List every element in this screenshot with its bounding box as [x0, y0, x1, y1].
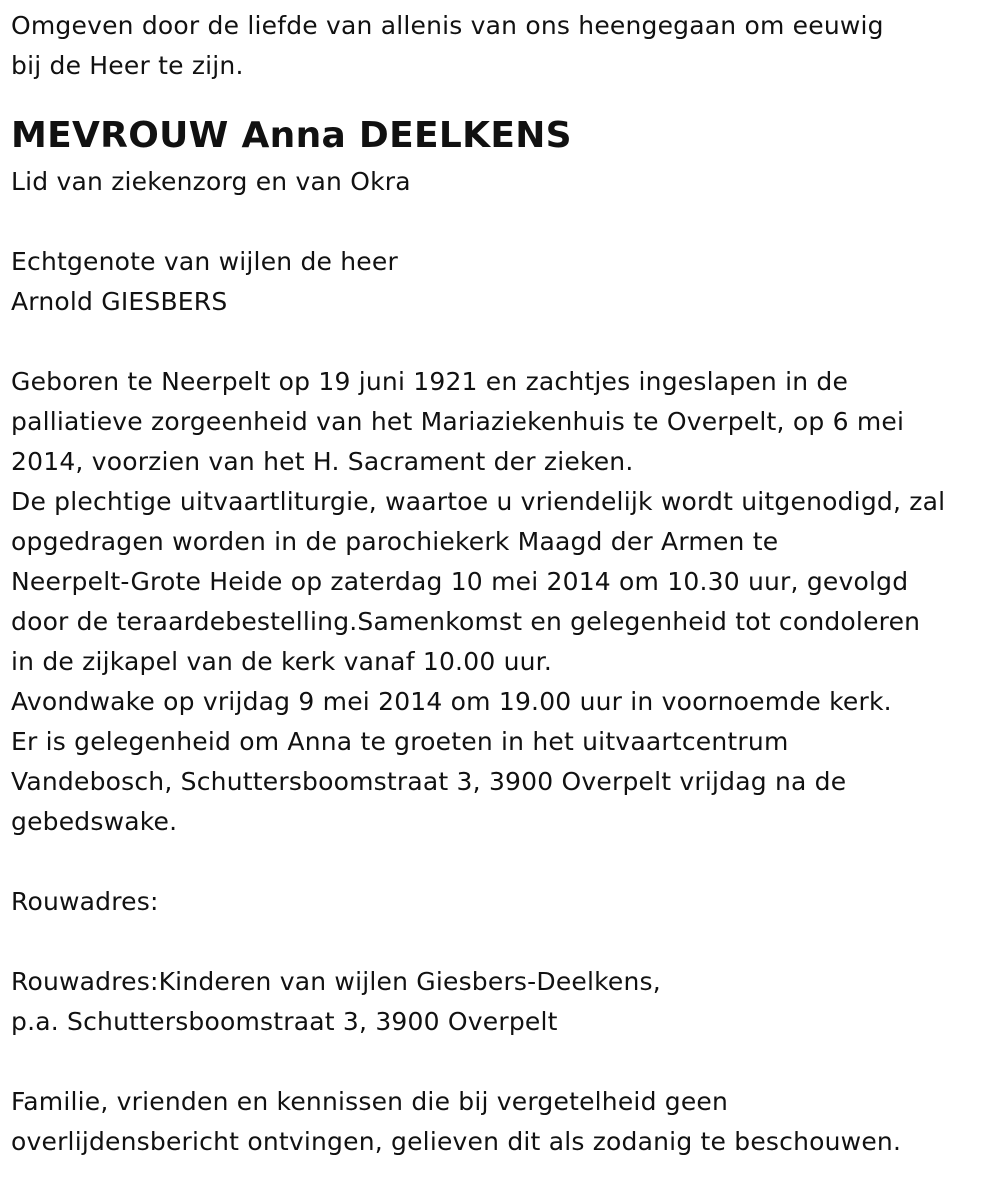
details-line: Neerpelt-Grote Heide op zaterdag 10 mei 2014 om 10.30 uur, gevolgd — [11, 567, 909, 596]
spacer — [11, 86, 996, 110]
details-line: in de zijkapel van de kerk vanaf 10.00 uur. — [11, 647, 552, 676]
spacer — [11, 322, 996, 362]
spouse-line: Arnold GIESBERS — [11, 287, 228, 316]
deceased-name: MEVROUW Anna DEELKENS — [11, 115, 572, 156]
rouwadres-paragraph — [11, 962, 996, 1042]
closing-paragraph — [11, 1082, 996, 1162]
closing-line: overlijdensbericht ontvingen, gelieven dit als zodanig te beschouwen. — [11, 1127, 902, 1156]
rouwadres-heading: Rouwadres: — [11, 887, 159, 916]
spouse-paragraph — [11, 242, 996, 322]
details-line: palliatieve zorgeenheid van het Mariaziekenhuis te Overpelt, op 6 mei — [11, 407, 905, 436]
intro-line: bij de Heer te zijn. — [11, 51, 244, 80]
details-line: 2014, voorzien van het H. Sacrament der zieken. — [11, 447, 634, 476]
details-paragraph — [11, 362, 996, 842]
details-line: door de teraardebestelling.Samenkomst en gelegenheid tot condoleren — [11, 607, 921, 636]
details-line: Avondwake op vrijdag 9 mei 2014 om 19.00 uur in voornoemde kerk. — [11, 687, 892, 716]
membership-line: Lid van ziekenzorg en van Okra — [11, 167, 411, 196]
intro-paragraph — [11, 6, 996, 86]
details-line: Er is gelegenheid om Anna te groeten in het uitvaartcentrum — [11, 727, 789, 756]
spacer — [11, 202, 996, 242]
details-line: opgedragen worden in de parochiekerk Maagd der Armen te — [11, 527, 779, 556]
spacer — [11, 842, 996, 882]
details-line: Geboren te Neerpelt op 19 juni 1921 en zachtjes ingeslapen in de — [11, 367, 849, 396]
closing-line: Familie, vrienden en kennissen die bij vergetelheid geen — [11, 1087, 729, 1116]
spacer — [11, 1042, 996, 1082]
details-line: gebedswake. — [11, 807, 178, 836]
rouwadres-line: Rouwadres:Kinderen van wijlen Giesbers-Deelkens, — [11, 967, 661, 996]
intro-line: Omgeven door de liefde van allenis van ons heengegaan om eeuwig — [11, 11, 884, 40]
rouwadres-line: p.a. Schuttersboomstraat 3, 3900 Overpelt — [11, 1007, 558, 1036]
obituary-notice — [11, 6, 996, 1162]
spouse-line: Echtgenote van wijlen de heer — [11, 247, 398, 276]
spacer — [11, 922, 996, 962]
details-line: Vandebosch, Schuttersboomstraat 3, 3900 Overpelt vrijdag na de — [11, 767, 847, 796]
details-line: De plechtige uitvaartliturgie, waartoe u vriendelijk wordt uitgenodigd, zal — [11, 487, 946, 516]
